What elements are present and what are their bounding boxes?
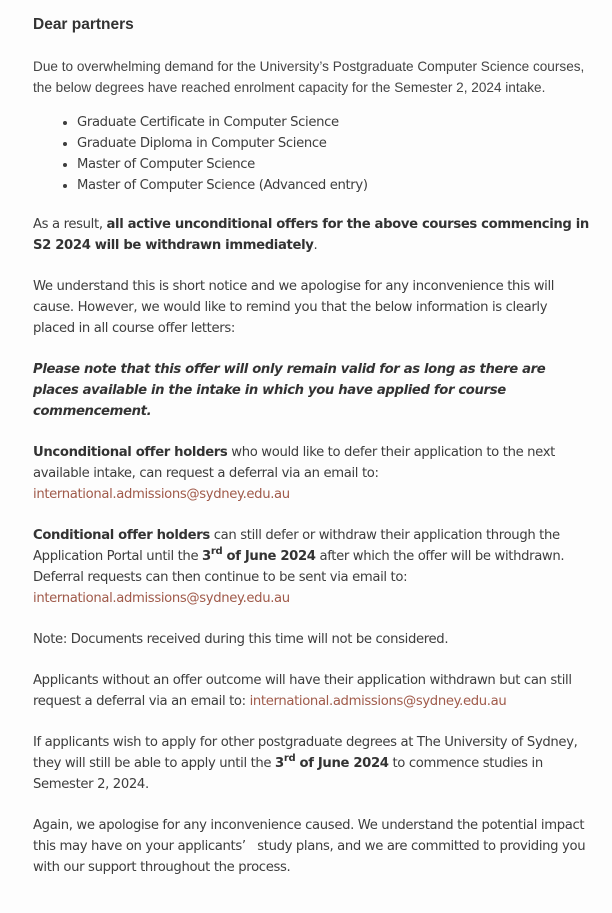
result-prefix: As a result, (33, 217, 107, 232)
other-degrees-date (275, 753, 389, 771)
course-item: • Master of Computer Science (Advanced entry) (77, 175, 592, 196)
conditional-paragraph (33, 525, 592, 609)
other-degrees-text-1: If applicants wish to apply for other postgraduate degrees at The University of Sydney, they will still be able to apply until the (33, 735, 578, 771)
conditional-text-1: can still defer or withdraw their application through the Application Portal until the (33, 528, 560, 564)
no-outcome-text: Applicants without an offer outcome will have their application withdrawn but can still request a deferral via an email to: (33, 673, 572, 709)
offer-note-paragraph: Please note that this offer will only remain valid for as long as there are places available in the intake in which you have applied for course commencement. (33, 362, 546, 419)
course-item: • Master of Computer Science (77, 154, 592, 175)
email-link[interactable]: international.admissions@sydney.edu.au (249, 694, 507, 709)
closing-paragraph: Again, we apologise for any inconvenience caused. We understand the potential impact this may have on your applicants’ study plans, and we are committed to providing you with our support throughout the process. (33, 818, 590, 875)
date-number: 3 (202, 549, 211, 564)
date-rest: of June 2024 (222, 549, 316, 564)
greeting-heading: Dear partners (33, 16, 134, 33)
other-degrees-paragraph (33, 732, 592, 795)
result-suffix: . (313, 238, 318, 253)
conditional-bold: Conditional offer holders (33, 528, 210, 543)
date-suffix: rd (283, 753, 296, 764)
course-item: • Graduate Diploma in Computer Science (77, 133, 592, 154)
note-paragraph: Note: Documents received during this time will not be considered. (33, 632, 449, 647)
conditional-text-2: after which the offer will be withdrawn. Deferral requests can then continue to be sent via email to: (33, 549, 565, 585)
result-paragraph (33, 214, 592, 256)
unconditional-text: who would like to defer their application to the next available intake, can request a deferral via an email to: (33, 445, 555, 481)
unconditional-bold: Unconditional offer holders (33, 445, 228, 460)
no-outcome-paragraph (33, 670, 592, 712)
course-list (33, 112, 592, 196)
date-suffix: rd (210, 546, 223, 557)
email-link[interactable]: international.admissions@sydney.edu.au (33, 487, 290, 502)
date-rest: of June 2024 (295, 756, 389, 771)
result-bold: all active unconditional offers for the above courses commencing in S2 2024 will be withdrawn immediately (33, 217, 589, 253)
date-number: 3 (275, 756, 284, 771)
email-link[interactable]: international.admissions@sydney.edu.au (33, 591, 290, 606)
conditional-date (202, 546, 316, 564)
course-item: • Graduate Certificate in Computer Science (77, 112, 592, 133)
intro-paragraph: Due to overwhelming demand for the University’s Postgraduate Computer Science courses, the below degrees have reached enrolment capacity for the Semester 2, 2024 intake. (33, 59, 585, 95)
other-degrees-text-2: to commence studies in Semester 2, 2024. (33, 756, 543, 792)
apology-paragraph: We understand this is short notice and we apologise for any inconvenience this will cause. However, we would like to remind you that the below information is clearly placed in all course offer letters: (33, 279, 555, 336)
unconditional-paragraph (33, 442, 592, 505)
